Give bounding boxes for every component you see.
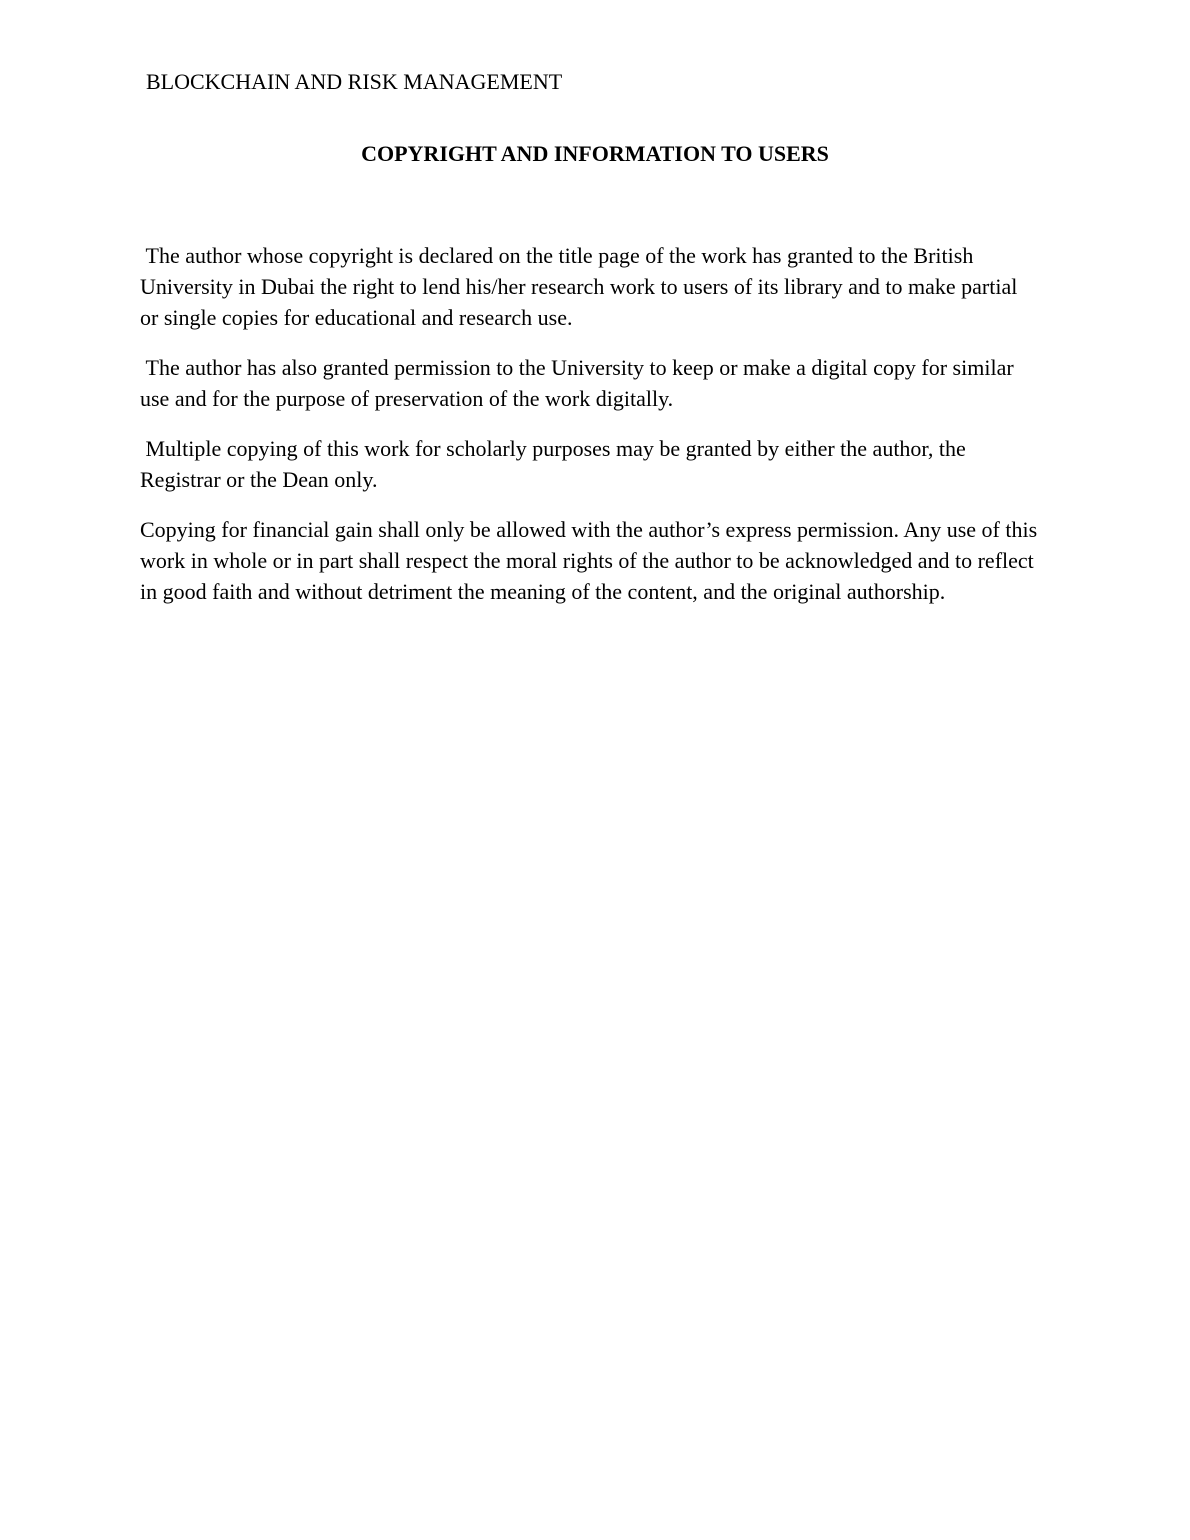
page-title: COPYRIGHT AND INFORMATION TO USERS bbox=[361, 141, 829, 166]
paragraph-digital-copy: The author has also granted permission to the University to keep or make a digital copy for similar use and for the purpose of preservation of the work digitally. bbox=[140, 355, 1020, 411]
paragraph-multiple-copying: Multiple copying of this work for scholarly purposes may be granted by either the author, the Registrar or the Dean only. bbox=[140, 436, 972, 492]
body-text bbox=[140, 240, 1043, 626]
running-head: BLOCKCHAIN AND RISK MANAGEMENT bbox=[146, 69, 563, 94]
paragraph-financial-gain: Copying for financial gain shall only be allowed with the author’s express permission. Any use of this work in whole or in part shall respect the moral rights of the author to be acknowledged and to reflect in good faith and without detriment the meaning of the content, and the original authorship. bbox=[140, 517, 1043, 604]
paragraph-lending-rights: The author whose copyright is declared on the title page of the work has granted to the British University in Dubai the right to lend his/her research work to users of its library and to make partial or single copies for educational and research use. bbox=[140, 243, 1023, 330]
